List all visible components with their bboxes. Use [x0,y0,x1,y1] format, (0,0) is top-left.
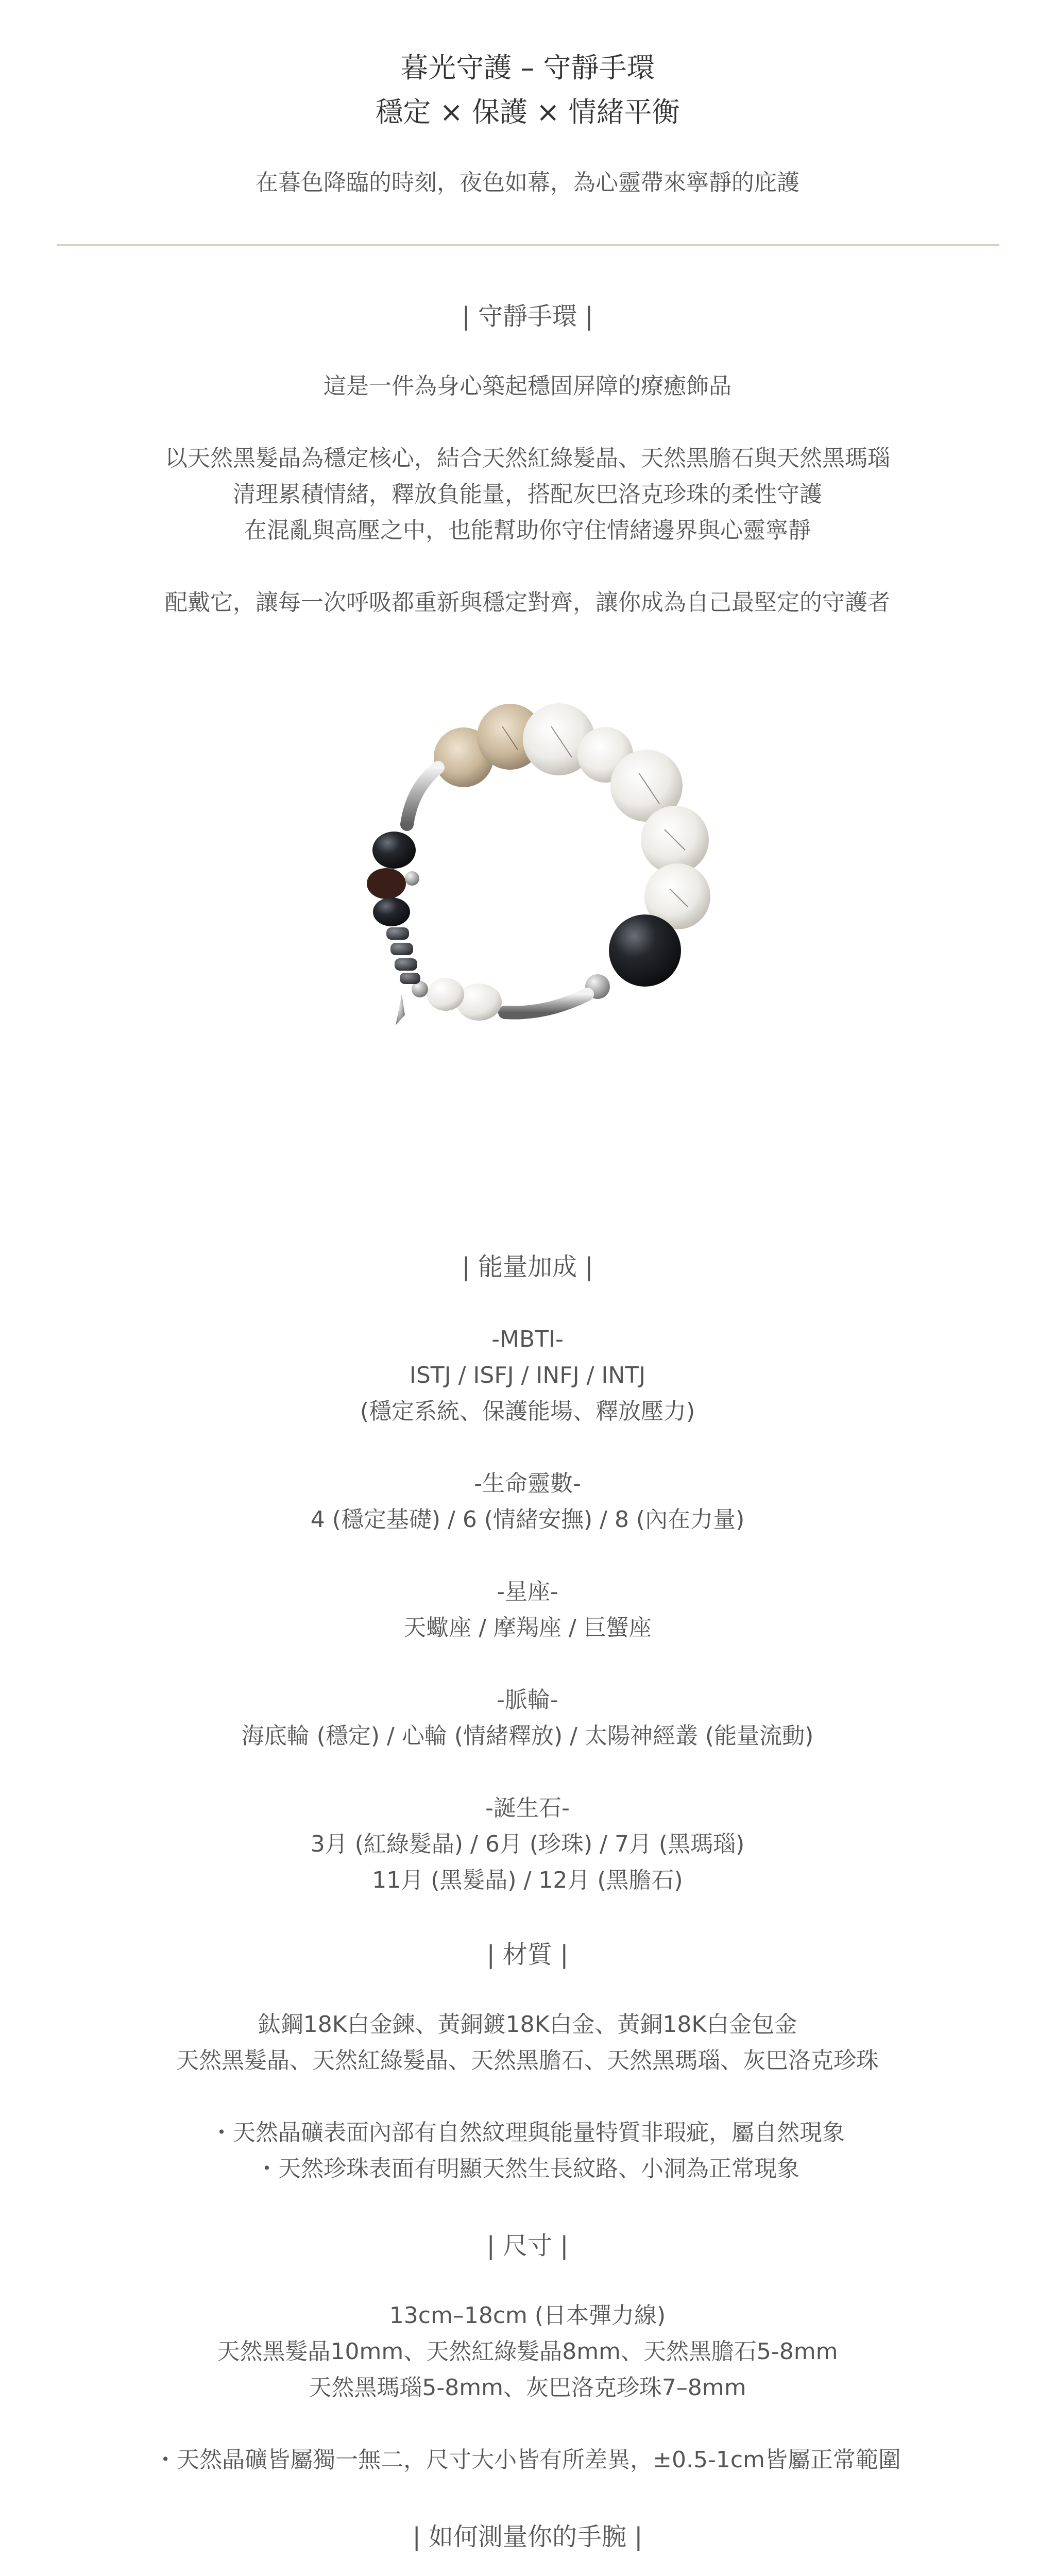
product-subtitle: 在暮色降臨的時刻，夜色如幕，為心靈帶來寧靜的庇護 [256,170,799,196]
life-number-title: -生命靈數- [474,1470,581,1497]
chakra-values: 海底輪 (穩定) / 心輪 (情緒釋放) / 太陽神經叢 (能量流動) [241,1723,814,1749]
intro-line-3: 在混亂與高壓之中，也能幫助你守住情緒邊界與心靈寧靜 [244,517,811,544]
birthstone-line-2: 11月 (黑髮晶) / 12月 (黑膽石) [372,1867,683,1893]
size-note: ・天然晶礦皆屬獨一無二，尺寸大小皆有所差異，±0.5-1cm皆屬正常範圍 [154,2447,901,2473]
bracelet-image [309,685,752,1149]
material-note-2: ・天然珍珠表面有明顯天然生長紋路、小洞為正常現象 [256,2156,799,2182]
birthstone-title: -誕生石- [485,1795,570,1821]
mbti-title: -MBTI- [491,1326,564,1352]
size-line-3: 天然黑瑪瑙5-8mm、灰巴洛克珍珠7–8mm [309,2375,746,2401]
intro-line-2: 清理累積情緒，釋放負能量，搭配灰巴洛克珍珠的柔性守護 [233,481,822,507]
zodiac-title: -星座- [497,1579,558,1605]
mbti-desc: (穩定系統、保護能場、釋放壓力) [360,1398,695,1425]
material-line-2: 天然黑髮晶、天然紅綠髮晶、天然黑膽石、天然黑瑪瑙、灰巴洛克珍珠 [176,2047,879,2074]
intro-closing: 配戴它，讓每一次呼吸都重新與穩定對齊，讓你成為自己最堅定的守護者 [165,589,890,616]
material-note-1: ・天然晶礦表面內部有自然紋理與能量特質非瑕疵，屬自然現象 [210,2120,845,2146]
zodiac-values: 天蠍座 / 摩羯座 / 巨蟹座 [403,1615,652,1641]
size-line-2: 天然黑髮晶10mm、天然紅綠髮晶8mm、天然黑膽石5-8mm [217,2338,838,2365]
intro-heading: | 守靜手環 | [462,302,593,331]
material-heading: | 材質 | [486,1940,569,1969]
measure-heading: | 如何測量你的手腕 | [412,2522,643,2551]
size-line-1: 13cm–18cm (日本彈力線) [389,2302,666,2329]
header-divider [57,244,999,246]
product-title: 暮光守護 – 守靜手環 [400,52,655,84]
intro-line-1: 以天然黑髮晶為穩定核心，結合天然紅綠髮晶、天然黑膽石與天然黑瑪瑙 [165,445,890,471]
mbti-types: ISTJ / ISFJ / INFJ / INTJ [409,1362,646,1388]
birthstone-line-1: 3月 (紅綠髮晶) / 6月 (珍珠) / 7月 (黑瑪瑙) [310,1831,745,1857]
chakra-title: -脈輪- [497,1687,558,1713]
life-number-values: 4 (穩定基礎) / 6 (情緒安撫) / 8 (內在力量) [310,1506,745,1533]
energy-heading: | 能量加成 | [462,1252,593,1281]
product-tagline: 穩定 × 保護 × 情緒平衡 [375,96,680,128]
material-line-1: 鈦鋼18K白金鍊、黃銅鍍18K白金、黃銅18K白金包金 [258,2011,797,2038]
size-heading: | 尺寸 | [486,2231,569,2260]
intro-lead: 這是一件為身心築起穩固屏障的療癒飾品 [324,373,731,399]
